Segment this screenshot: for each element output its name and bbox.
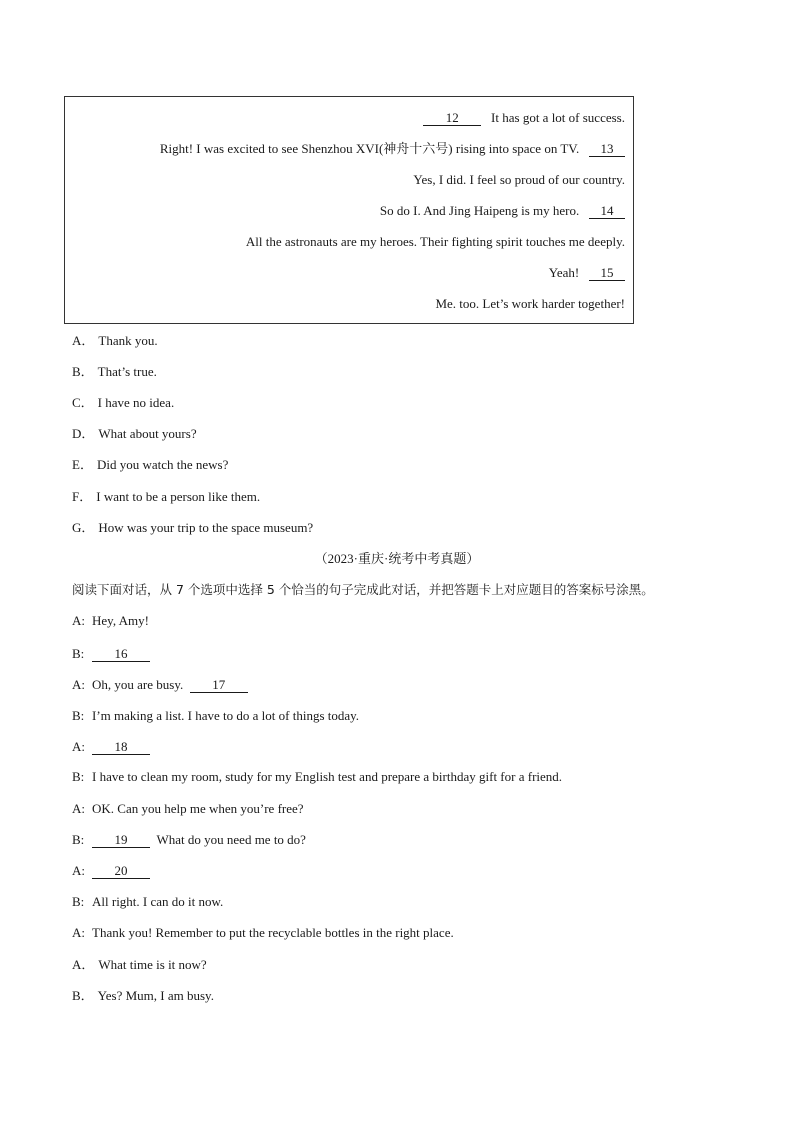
option-letter: G． [72, 520, 95, 535]
dialogue-text: It has got a lot of success. [491, 110, 625, 125]
dialogue-line-4 [380, 202, 625, 220]
option-c [72, 394, 174, 412]
option-g [72, 519, 313, 537]
option2-b [72, 987, 214, 1005]
answer-blank-20: 20 [92, 864, 150, 879]
dialogue2-line-6 [72, 768, 562, 786]
dialogue-text: OK. Can you help me when you’re free? [92, 801, 304, 816]
speaker-label: A: [72, 739, 85, 754]
dialogue-text: What do you need me to do? [156, 832, 306, 847]
answer-blank-14: 14 [589, 204, 625, 219]
option-text: I want to be a person like them. [96, 489, 261, 504]
option-letter: C． [72, 395, 94, 410]
option-d [72, 425, 197, 443]
option-letter: D． [72, 426, 95, 441]
dialogue-text: All the astronauts are my heroes. Their fighting spirit touches me deeply. [245, 234, 625, 249]
instruction-text: 阅读下面对话，从 7 个选项中选择 5 个恰当的句子完成此对话，并把答题卡上对应题目的答案标号涂黑。 [72, 582, 654, 597]
speaker-label: B: [72, 646, 85, 661]
dialogue-text: Me. too. Let’s work harder together! [435, 296, 625, 311]
dialogue-text: Right! I was excited to see Shenzhou XVI(神舟十六号) rising into space on TV. [159, 141, 580, 156]
answer-blank-17: 17 [190, 678, 248, 693]
dialogue-line-6 [549, 264, 625, 282]
option2-a [72, 956, 207, 974]
answer-blank-16: 16 [92, 647, 150, 662]
dialogue2-line-7 [72, 800, 304, 818]
dialogue-box [64, 96, 634, 324]
dialogue2-line-4 [72, 707, 359, 725]
option-f [72, 488, 260, 506]
dialogue2-line-8 [72, 831, 306, 849]
dialogue-line-5 [246, 233, 625, 251]
speaker-label: A: [72, 801, 85, 816]
dialogue-line-3 [413, 171, 625, 189]
exam-source: （2023·重庆·统考中考真题） [314, 551, 480, 566]
dialogue-line-1 [423, 109, 625, 127]
dialogue2-line-2 [72, 645, 150, 663]
option-e [72, 456, 228, 474]
option-a [72, 332, 158, 350]
speaker-label: B: [72, 708, 85, 723]
dialogue-line-2 [160, 140, 625, 158]
dialogue2-line-5 [72, 738, 150, 756]
dialogue-text: Yes, I did. I feel so proud of our country. [413, 172, 625, 187]
speaker-label: A: [72, 925, 85, 940]
option-letter: F． [72, 489, 93, 504]
option-letter: A． [72, 333, 95, 348]
answer-blank-13: 13 [589, 142, 625, 157]
speaker-label: A: [72, 863, 85, 878]
answer-blank-12: 12 [423, 111, 481, 126]
dialogue2-line-11 [72, 924, 454, 942]
speaker-label: A: [72, 677, 85, 692]
answer-blank-15: 15 [589, 266, 625, 281]
option-letter: B． [72, 364, 94, 379]
dialogue-text: All right. I can do it now. [92, 894, 224, 909]
speaker-label: B: [72, 769, 85, 784]
dialogue2-line-9 [72, 862, 150, 880]
option-letter: B． [72, 988, 94, 1003]
speaker-label: B: [72, 894, 85, 909]
answer-blank-19: 19 [92, 833, 150, 848]
dialogue2-line-3 [72, 676, 248, 694]
dialogue-line-7 [435, 295, 625, 313]
option-letter: A． [72, 957, 95, 972]
dialogue2-line-1 [72, 612, 149, 630]
option-letter: E． [72, 457, 93, 472]
dialogue-text: Hey, Amy! [92, 613, 149, 628]
option-text: That’s true. [97, 364, 157, 379]
speaker-label: B: [72, 832, 85, 847]
option-text: Did you watch the news? [96, 457, 229, 472]
dialogue-text: I’m making a list. I have to do a lot of things today. [92, 708, 360, 723]
dialogue-text: I have to clean my room, study for my English test and prepare a birthday gift for a friend. [92, 769, 563, 784]
option-text: Thank you. [98, 333, 158, 348]
dialogue-text: Thank you! Remember to put the recyclable bottles in the right place. [92, 925, 454, 940]
speaker-label: A: [72, 613, 85, 628]
option-text: Yes? Mum, I am busy. [97, 988, 214, 1003]
dialogue-text: Oh, you are busy. [92, 677, 184, 692]
dialogue2-line-10 [72, 893, 223, 911]
dialogue-text: Yeah! [548, 265, 580, 280]
option-text: What about yours? [98, 426, 197, 441]
dialogue-text: So do I. And Jing Haipeng is my hero. [379, 203, 580, 218]
option-text: I have no idea. [97, 395, 175, 410]
answer-blank-18: 18 [92, 740, 150, 755]
option-text: What time is it now? [98, 957, 207, 972]
option-b [72, 363, 157, 381]
option-text: How was your trip to the space museum? [98, 520, 314, 535]
